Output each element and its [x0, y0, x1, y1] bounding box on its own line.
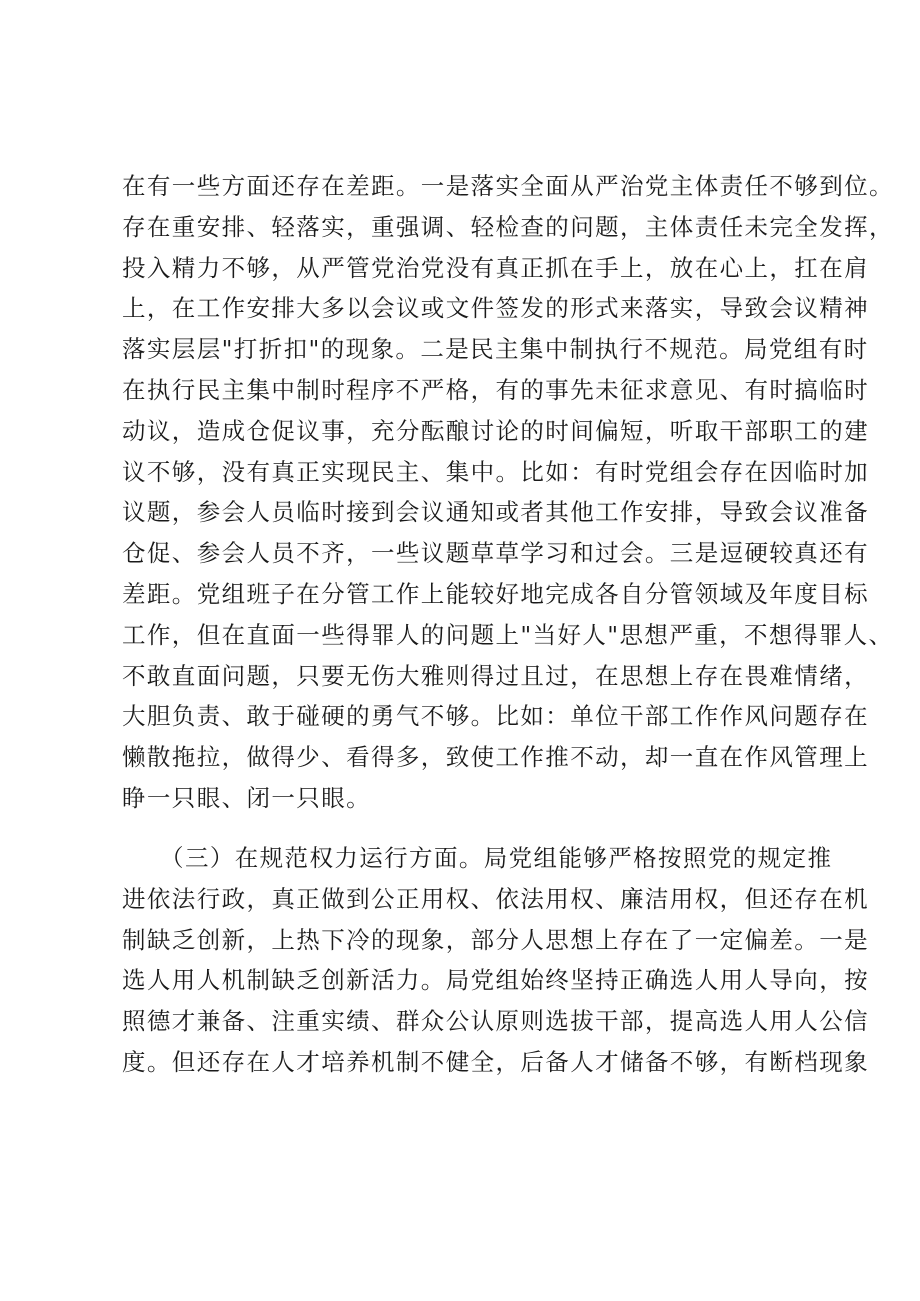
text-line: 差距。党组班子在分管工作上能较好地完成各自分管领域及年度目标	[122, 579, 869, 608]
text-line: 议不够，没有真正实现民主、集中。比如：有时党组会存在因临时加	[122, 457, 869, 486]
text-line: 投入精力不够，从严管党治党没有真正抓在手上，放在心上，扛在肩	[122, 253, 869, 282]
text-line-first: （三）在规范权力运行方面。局党组能够严格按照党的规定推	[122, 844, 833, 872]
text-line: 制缺乏创新，上热下冷的现象，部分人思想上存在了一定偏差。一是	[122, 925, 869, 954]
text-line: 落实层层"打折扣"的现象。二是民主集中制执行不规范。局党组有时	[122, 335, 869, 364]
paragraph-section-three	[122, 838, 869, 1083]
text-line: 大胆负责、敢于碰硬的勇气不够。比如：单位干部工作作风问题存在	[122, 702, 869, 731]
text-line: 选人用人机制缺乏创新活力。局党组始终坚持正确选人用人导向，按	[122, 966, 869, 995]
text-line: 仓促、参会人员不齐，一些议题草草学习和过会。三是逗硬较真还有	[122, 539, 869, 568]
text-line: 在有一些方面还存在差距。一是落实全面从严治党主体责任不够到位。	[122, 172, 894, 200]
text-line: 议题，参会人员临时接到会议通知或者其他工作安排，导致会议准备	[122, 498, 869, 527]
text-line: 动议，造成仓促议事，充分酝酿讨论的时间偏短，听取干部职工的建	[122, 416, 869, 445]
text-line: 度。但还存在人才培养机制不健全，后备人才储备不够，有断档现象	[122, 1047, 869, 1076]
text-line: 进依法行政，真正做到公正用权、依法用权、廉洁用权，但还存在机	[122, 884, 869, 913]
text-line: 上，在工作安排大多以会议或文件签发的形式来落实，导致会议精神	[122, 294, 869, 323]
text-line: 在执行民主集中制时程序不严格，有的事先未征求意见、有时搞临时	[122, 375, 869, 404]
paragraph-continued	[122, 166, 894, 819]
text-line: 照德才兼备、注重实绩、群众公认原则选拔干部，提高选人用人公信	[122, 1007, 869, 1036]
text-line: 工作，但在直面一些得罪人的问题上"当好人"思想严重，不想得罪人、	[122, 620, 894, 649]
text-line: 懒散拖拉，做得少、看得多，致使工作推不动，却一直在作风管理上	[122, 743, 869, 772]
text-line: 存在重安排、轻落实，重强调、轻检查的问题，主体责任未完全发挥，	[122, 212, 894, 241]
text-line-last: 睁一只眼、闭一只眼。	[122, 783, 371, 812]
text-line: 不敢直面问题，只要无伤大雅则得过且过，在思想上存在畏难情绪，	[122, 661, 869, 690]
